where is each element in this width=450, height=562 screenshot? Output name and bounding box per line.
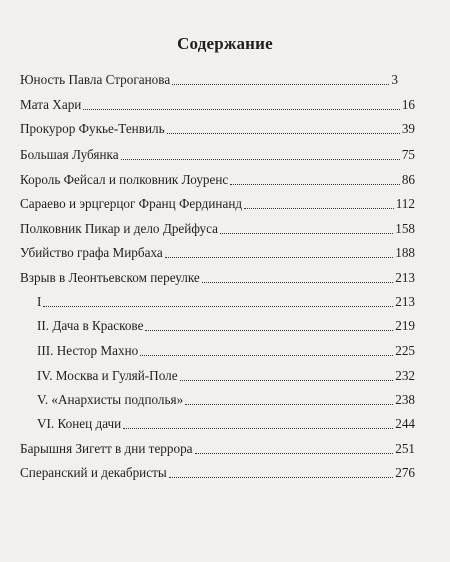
toc-entry-title: V. «Анархисты подполья» (37, 392, 184, 407)
toc-entry[interactable] (37, 343, 415, 359)
dot-leader (145, 329, 393, 331)
page-title: Содержание (177, 34, 273, 53)
toc-entry-title: Полковник Пикар и дело Дрейфуса (20, 221, 218, 236)
toc-entry-page-number: 213 (395, 294, 415, 309)
dot-leader (83, 108, 399, 110)
toc-entry-page-number: 244 (395, 416, 415, 431)
toc-entry[interactable] (20, 147, 415, 163)
dot-leader (167, 132, 400, 134)
dot-leader (165, 256, 393, 258)
toc-entry-page-number: 251 (395, 441, 415, 456)
toc-entry-page-number: 225 (395, 343, 415, 358)
toc-entry-title: Убийство графа Мирбаха (20, 245, 163, 260)
toc-entry-page-number: 112 (395, 196, 415, 211)
toc-entry[interactable] (37, 392, 415, 408)
dot-leader (172, 83, 389, 85)
toc-entry-title: I (37, 294, 42, 309)
toc-entry[interactable] (37, 368, 415, 384)
toc-entry-page-number: 158 (395, 221, 415, 236)
toc-entry[interactable] (20, 172, 415, 188)
toc-entry[interactable] (37, 416, 415, 432)
toc-entry-title: Прокурор Фукье-Тенвиль (20, 121, 165, 136)
toc-entry[interactable] (20, 121, 415, 137)
toc-entry-page-number: 3 (391, 72, 398, 87)
toc-entry-page-number: 188 (395, 245, 415, 260)
toc-entry-page-number: 16 (401, 97, 415, 112)
dot-leader (244, 207, 394, 209)
toc-entry-page-number: 238 (395, 392, 415, 407)
toc-entry-title: VI. Конец дачи (37, 416, 122, 431)
toc-entry-page-number: 232 (395, 368, 415, 383)
toc-entry[interactable] (20, 97, 415, 113)
dot-leader (169, 476, 394, 478)
toc-entry[interactable] (20, 270, 415, 286)
toc-entry[interactable] (20, 441, 415, 457)
toc-entry[interactable] (20, 72, 398, 88)
dot-leader (185, 403, 393, 405)
toc-entry-page-number: 219 (395, 318, 415, 333)
dot-leader (195, 452, 394, 454)
toc-entry-title: Барышня Зигетт в дни террора (20, 441, 193, 456)
dot-leader (121, 158, 400, 160)
dot-leader (123, 427, 393, 429)
toc-entry-title: III. Нестор Махно (37, 343, 139, 358)
dot-leader (43, 305, 393, 307)
dot-leader (202, 281, 393, 283)
toc-entry-title: Сперанский и декабристы (20, 465, 167, 480)
toc-entry-page-number: 276 (395, 465, 415, 480)
dot-leader (180, 379, 394, 381)
toc-entry-title: II. Дача в Краскове (37, 318, 144, 333)
toc-entry-title: Большая Лубянка (20, 147, 119, 162)
dot-leader (230, 183, 400, 185)
toc-entry-page-number: 39 (401, 121, 415, 136)
toc-entry[interactable] (37, 318, 415, 334)
toc-entry-title: Сараево и эрцгерцог Франц Фердинанд (20, 196, 243, 211)
toc-entry-title: Король Фейсал и полковник Лоуренс (20, 172, 229, 187)
toc-entry[interactable] (37, 294, 415, 310)
toc-entry-page-number: 75 (401, 147, 415, 162)
toc-entry-title: Мата Хари (20, 97, 82, 112)
toc-entry[interactable] (20, 196, 415, 212)
toc-entry[interactable] (20, 221, 415, 237)
toc-entry-title: IV. Москва и Гуляй-Поле (37, 368, 178, 383)
dot-leader (140, 354, 393, 356)
toc-entry[interactable] (20, 245, 415, 261)
toc-entry[interactable] (20, 465, 415, 481)
toc-entry-title: Юность Павла Строганова (20, 72, 171, 87)
toc-entry-page-number: 86 (401, 172, 415, 187)
dot-leader (220, 232, 393, 234)
toc-entry-page-number: 213 (395, 270, 415, 285)
toc-entry-title: Взрыв в Леонтьевском переулке (20, 270, 200, 285)
